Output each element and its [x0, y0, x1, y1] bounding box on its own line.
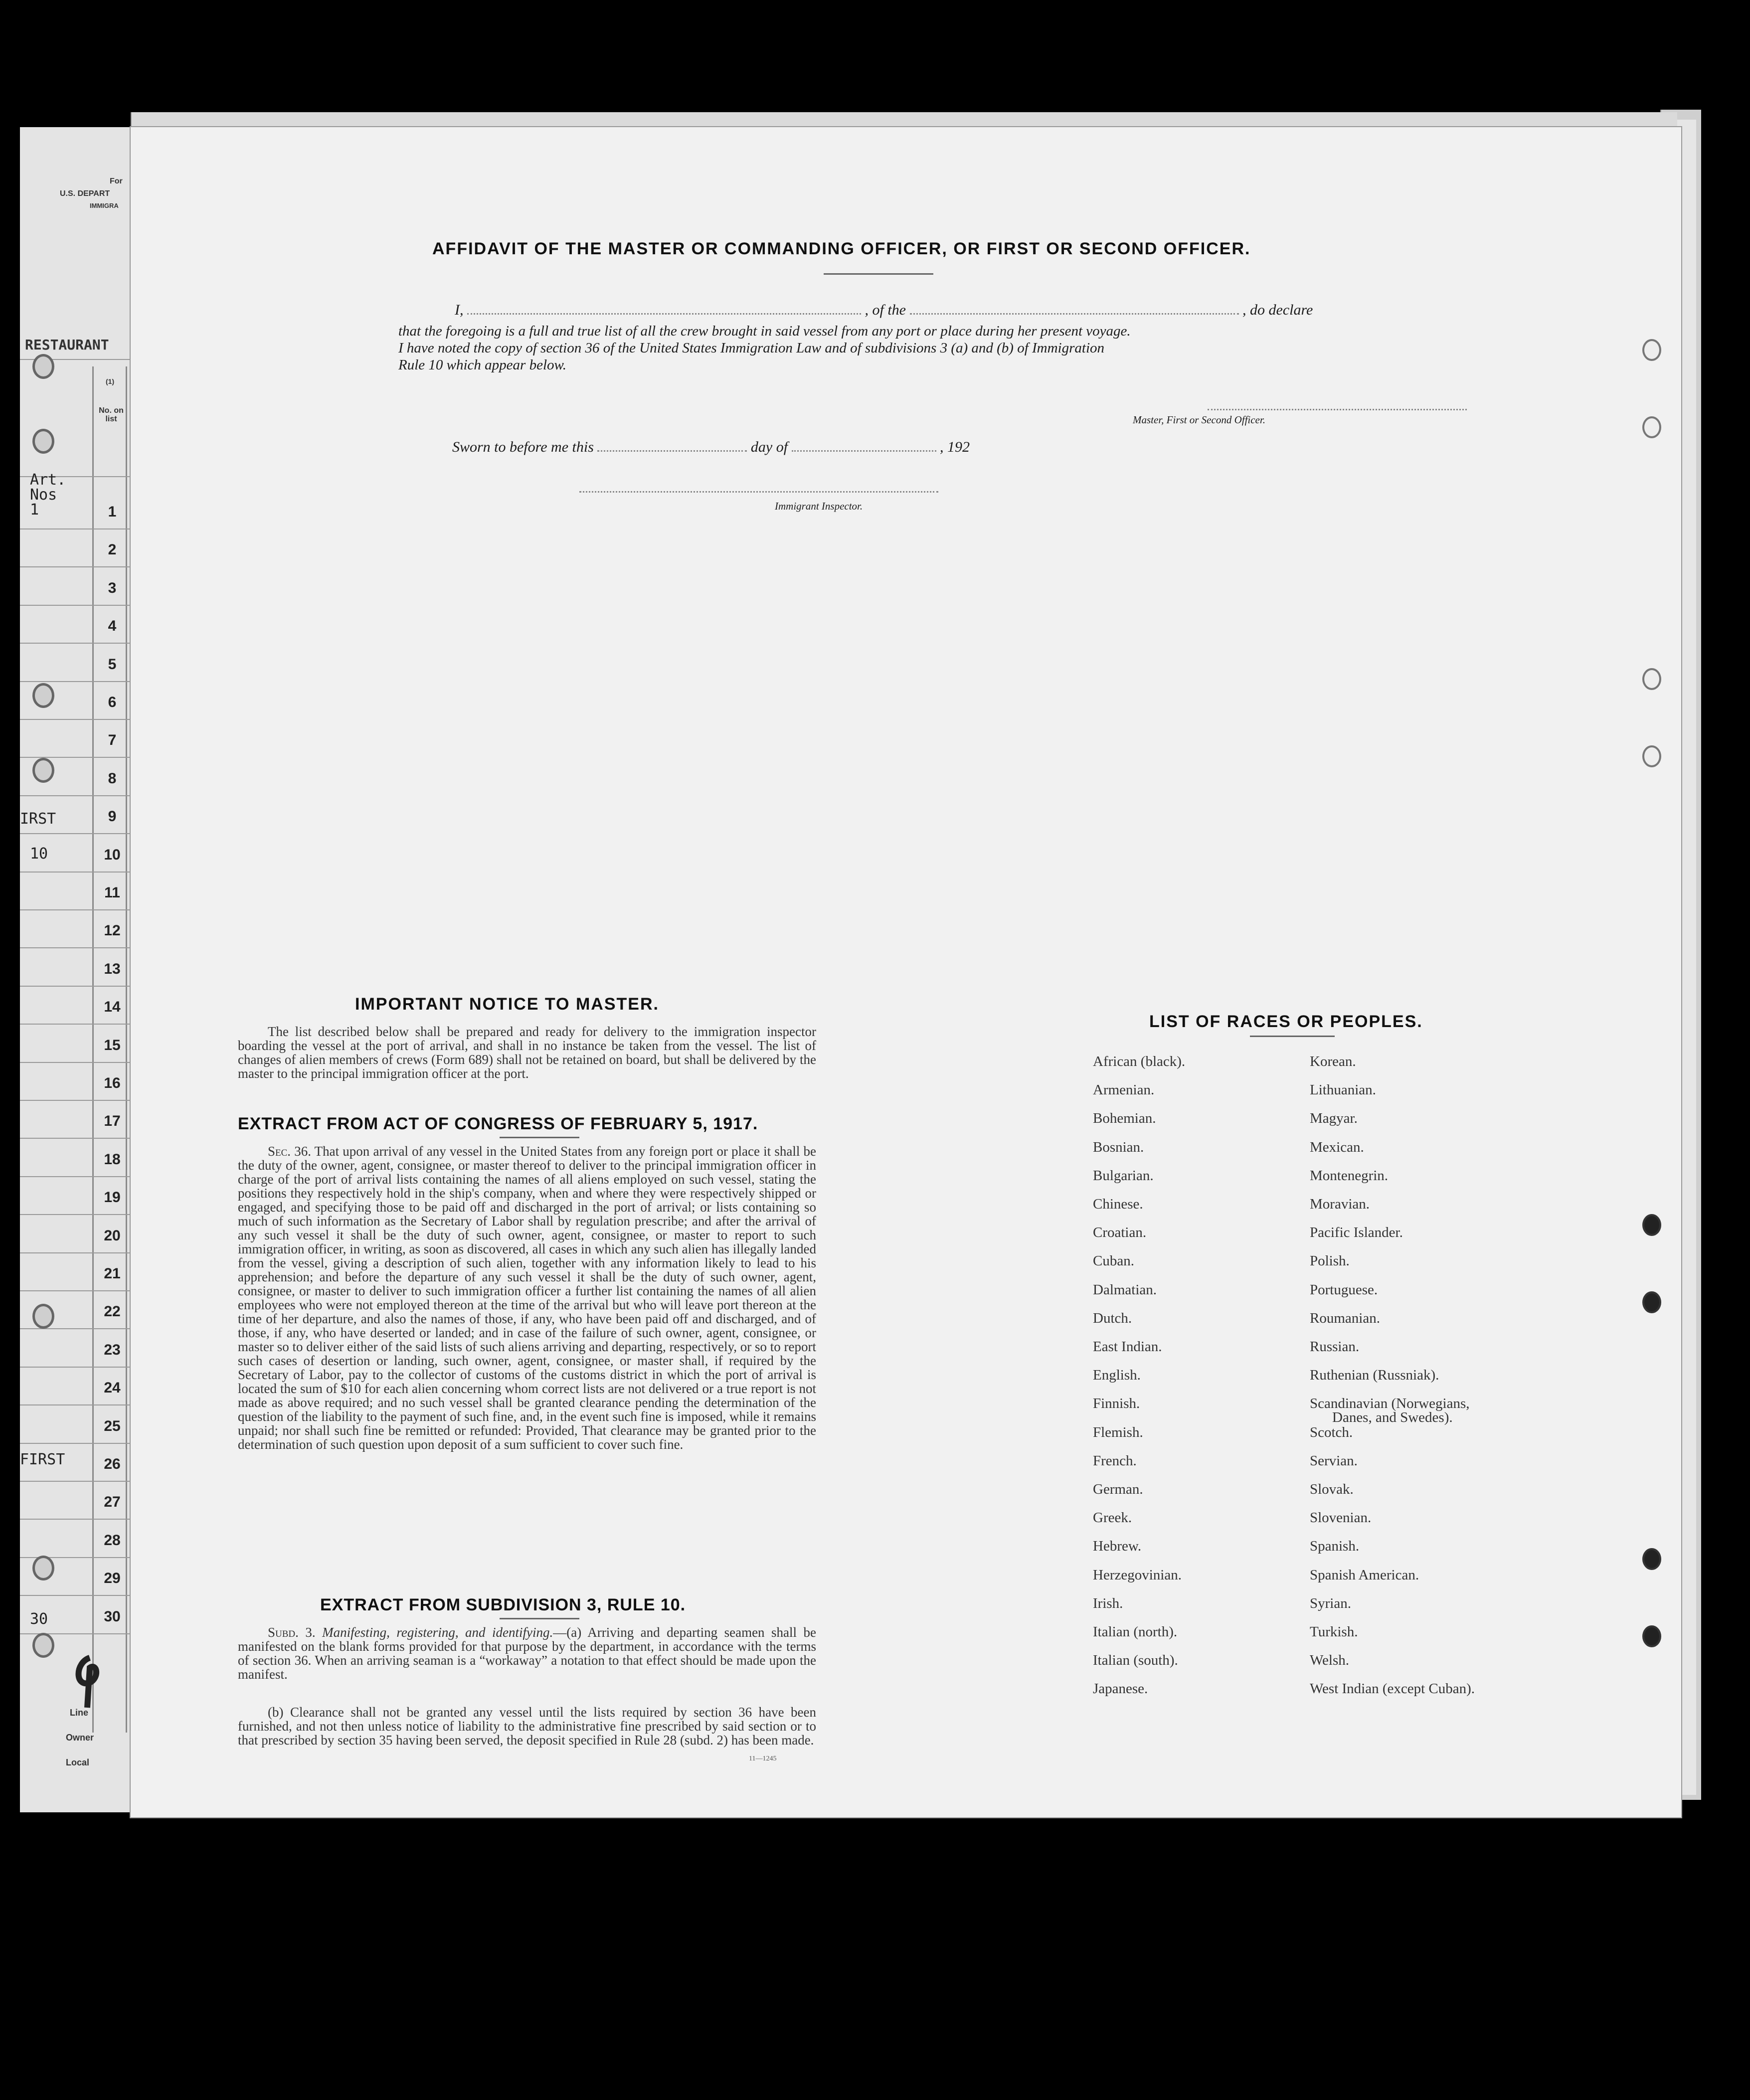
row-number: 12 — [104, 922, 121, 939]
race-item: Portuguese. — [1310, 1281, 1378, 1298]
side-note: Nos — [30, 486, 57, 504]
of-the-label: , of the — [865, 302, 906, 318]
row-number: 1 — [108, 504, 117, 520]
declaration-line-3: I have noted the copy of section 36 of the United States Immigration Law and of subdivisions 3 (a) and (b) of Immigration — [398, 340, 1105, 356]
side-note: 30 — [30, 1610, 48, 1628]
row-number: 13 — [104, 960, 121, 977]
race-item: Roumanian. — [1310, 1310, 1380, 1326]
binder-hole — [32, 1556, 54, 1580]
binder-hole — [1642, 1625, 1661, 1647]
footer-label: Owner — [66, 1733, 94, 1743]
extract-rule-rule — [500, 1618, 579, 1619]
race-item: Bulgarian. — [1093, 1167, 1154, 1184]
footer-label: Local — [66, 1757, 90, 1767]
do-declare-label: , do declare — [1242, 302, 1313, 318]
row-rule — [20, 1138, 130, 1139]
binder-hole — [32, 354, 54, 379]
race-item: Flemish. — [1093, 1424, 1143, 1440]
declaration-line-1 — [455, 302, 1492, 319]
binder-hole — [32, 1633, 54, 1658]
row-rule — [20, 1481, 130, 1482]
race-item: Dalmatian. — [1093, 1281, 1157, 1298]
race-item: Servian. — [1310, 1452, 1358, 1469]
row-number: 11 — [104, 884, 120, 901]
binder-hole — [1642, 1214, 1661, 1236]
race-item: English. — [1093, 1367, 1141, 1384]
sworn-line — [452, 439, 970, 456]
subdivision-a-text: —(a) Arriving and departing seamen shall be manifested on the blank forms provided for that purpose by the department, in accordance with the terms of section 36. When an arriving seaman is a “workaway” a notation to that effect should be made upon the manifest. — [238, 1625, 816, 1682]
race-item: Dutch. — [1093, 1310, 1132, 1326]
row-rule — [20, 1519, 130, 1520]
race-item: Lithuanian. — [1310, 1082, 1376, 1098]
underlying-manifest-strip — [20, 127, 131, 1812]
row-rule — [20, 1214, 130, 1215]
side-note: FIRST — [20, 1451, 65, 1468]
race-item: Herzegovinian. — [1093, 1567, 1182, 1583]
form-line: For — [110, 177, 123, 185]
sworn-month-field[interactable] — [792, 440, 936, 452]
race-item: West Indian (except Cuban). — [1310, 1681, 1475, 1697]
row-rule — [20, 986, 130, 987]
race-item: Armenian. — [1093, 1082, 1155, 1098]
row-rule — [20, 872, 130, 873]
row-rule — [20, 1404, 130, 1405]
row-number: 19 — [104, 1189, 121, 1206]
row-number: 4 — [108, 618, 117, 635]
row-number: 28 — [104, 1532, 121, 1549]
sworn-day-field[interactable] — [597, 440, 747, 452]
binder-hole — [1642, 668, 1661, 690]
race-item: Spanish. — [1310, 1538, 1360, 1555]
master-signature-line[interactable] — [1208, 409, 1467, 410]
form-line: U.S. DEPART — [60, 189, 110, 198]
declarant-name-field[interactable] — [467, 303, 861, 315]
row-number: 9 — [108, 808, 117, 825]
race-item: Welsh. — [1310, 1652, 1350, 1669]
row-number: 25 — [104, 1417, 121, 1434]
side-note: 10 — [30, 845, 48, 863]
row-rule — [20, 605, 130, 606]
race-item: Mexican. — [1310, 1139, 1364, 1155]
vessel-name-field[interactable] — [910, 303, 1239, 315]
row-number: 17 — [104, 1113, 121, 1130]
row-rule — [20, 1100, 130, 1101]
section-label: Sec. 36. — [268, 1144, 311, 1159]
row-number: 14 — [104, 999, 121, 1016]
binder-hole — [1642, 339, 1661, 361]
row-number: 3 — [108, 579, 117, 596]
binder-hole — [32, 683, 54, 708]
row-rule — [20, 1062, 130, 1063]
races-title-rule — [1250, 1036, 1335, 1037]
races-title: LIST OF RACES OR PEOPLES. — [1149, 1012, 1423, 1031]
race-item: Slovak. — [1310, 1481, 1354, 1497]
extract-act-body — [238, 1144, 816, 1451]
race-item: Magyar. — [1310, 1110, 1358, 1127]
race-item: Croatian. — [1093, 1225, 1147, 1241]
race-item: East Indian. — [1093, 1339, 1162, 1355]
side-note: 1 — [30, 501, 39, 519]
extract-rule-title: EXTRACT FROM SUBDIVISION 3, RULE 10. — [320, 1595, 686, 1614]
row-number: 18 — [104, 1151, 121, 1168]
row-rule — [20, 1252, 130, 1253]
race-item: Spanish American. — [1310, 1567, 1419, 1583]
race-item: Scotch. — [1310, 1424, 1353, 1440]
extract-act-title: EXTRACT FROM ACT OF CONGRESS OF FEBRUARY 5, 1917. — [238, 1114, 758, 1133]
declarant-label: I, — [455, 302, 464, 318]
row-rule — [20, 681, 130, 682]
side-note: Art. — [30, 471, 66, 489]
race-item: Japanese. — [1093, 1681, 1148, 1697]
race-item: Russian. — [1310, 1339, 1360, 1355]
race-item: Bosnian. — [1093, 1139, 1144, 1155]
binder-hole — [1642, 1548, 1661, 1570]
row-rule — [20, 1443, 130, 1444]
race-item: Slovenian. — [1310, 1510, 1372, 1526]
row-number: 24 — [104, 1380, 121, 1397]
row-number: 10 — [104, 846, 121, 863]
row-number: 23 — [104, 1341, 121, 1358]
binder-hole — [1642, 1291, 1661, 1313]
row-rule — [20, 1290, 130, 1291]
footer-label: Line — [70, 1708, 89, 1718]
subdivision-heading: Manifesting, registering, and identifying. — [322, 1625, 553, 1640]
race-item: Korean. — [1310, 1053, 1356, 1069]
race-item: Chinese. — [1093, 1196, 1143, 1212]
extract-rule-para-a — [238, 1625, 816, 1681]
race-item: Montenegrin. — [1310, 1167, 1389, 1184]
sworn-label: Sworn to before me this — [452, 439, 594, 455]
row-rule — [20, 719, 130, 720]
form-code: 11—1245 — [749, 1755, 777, 1762]
inspector-signature-caption: Immigrant Inspector. — [775, 500, 863, 512]
row-number: 15 — [104, 1037, 121, 1053]
row-number: 5 — [108, 656, 117, 673]
row-rule — [20, 1024, 130, 1025]
form-line: IMMIGRA — [90, 202, 119, 209]
extract-act-rule — [500, 1137, 579, 1138]
race-item: African (black). — [1093, 1053, 1186, 1069]
row-rule — [20, 947, 130, 948]
row-number: 16 — [104, 1075, 121, 1091]
row-number: 26 — [104, 1456, 121, 1472]
row-number: 20 — [104, 1227, 121, 1244]
row-rule — [20, 909, 130, 910]
master-signature-caption: Master, First or Second Officer. — [1133, 414, 1265, 426]
race-item: Greek. — [1093, 1510, 1132, 1526]
declaration-line-2: that the foregoing is a full and true list of all the crew brought in said vessel from any port or place during her present voyage. — [398, 323, 1131, 339]
row-number: 22 — [104, 1303, 121, 1320]
affidavit-page — [131, 127, 1681, 1817]
title-rule — [824, 273, 933, 275]
binder-hole — [32, 429, 54, 454]
row-rule — [20, 1595, 130, 1596]
column-label: No. on list — [99, 406, 124, 423]
row-rule — [20, 757, 130, 758]
race-item: French. — [1093, 1452, 1137, 1469]
race-item: Turkish. — [1310, 1624, 1358, 1640]
row-number: 7 — [108, 732, 117, 749]
row-number: 8 — [108, 770, 117, 787]
year-label: , 192 — [940, 439, 970, 455]
notice-title: IMPORTANT NOTICE TO MASTER. — [355, 995, 659, 1014]
row-rule — [20, 795, 130, 796]
race-item: Hebrew. — [1093, 1538, 1142, 1555]
day-of-label: day of — [750, 439, 788, 455]
row-rule — [20, 566, 130, 567]
affidavit-title: AFFIDAVIT OF THE MASTER OR COMMANDING OFFICER, OR FIRST OR SECOND OFFICER. — [432, 239, 1251, 258]
declaration-line-4: Rule 10 which appear below. — [398, 357, 566, 373]
race-item: Pacific Islander. — [1310, 1225, 1403, 1241]
race-item: Italian (north). — [1093, 1624, 1178, 1640]
race-item: Polish. — [1310, 1253, 1350, 1269]
row-rule — [20, 1328, 130, 1329]
row-number: 30 — [104, 1608, 121, 1625]
race-item: Italian (south). — [1093, 1652, 1178, 1669]
restaurant-label: RESTAURANT — [25, 337, 109, 353]
row-number: 6 — [108, 694, 117, 710]
row-rule — [20, 833, 130, 834]
race-item-continuation: Danes, and Swedes). — [1332, 1409, 1453, 1426]
race-item: Irish. — [1093, 1595, 1123, 1611]
row-number: 2 — [108, 541, 117, 558]
row-number: 27 — [104, 1494, 121, 1511]
race-item: Ruthenian (Russniak). — [1310, 1367, 1439, 1384]
binder-hole — [1642, 416, 1661, 438]
row-rule — [20, 1367, 130, 1368]
section-36-text: That upon arrival of any vessel in the United States from any foreign port or place it shall be the duty of the owner, agent, consignee, or master thereof to deliver to the principal immigration officer in charge of the port of arrival lists containing the names of all aliens employed on such vessel, stating the positions they respectively hold in the ship's company, when and where they were respectively shipped or engaged, and specifying those to be paid off and discharged in the port of arrival; or lists containing so much of such information as the Secretary of Labor shall by regulation prescribe; and after the arrival of any such vessel it shall be the duty of such owner, agent, consignee, or master to report to such immigration officer, in writing, as soon as discovered, all cases in which any such alien has illegally landed from the vessel, giving a description of such alien, together with any information likely to lead to his apprehension; and before the departure of any such vessel it shall be the duty of such owner, agent, consignee, or master to deliver to such immigration officer a further list containing the names of all alien employees who were not employed thereon at the time of the arrival but who will leave port thereon at the time of her departure, and also the names of those, if any, who have been paid off and discharged, and of those, if any, who have deserted or landed; and in case of the failure of such owner, agent, consignee, or master so to deliver either of the said lists of such aliens arriving and departing, respectively, or so to report such cases of desertion or landing, such owner, agent, consignee, or master shall, if required by the Secretary of Labor, pay to the collector of customs of the customs district in which the port of arrival is located the sum of $10 for each alien concerning whom correct lists are not delivered or a true report is not made as above required; and no such vessel shall be granted clearance pending the determination of the question of the liability to the payment of such fine, and, in the event such fine is imposed, while it remains unpaid; nor shall such fine be remitted or refunded: Provided, That clearance may be granted prior to the determination of such question upon deposit of a sum sufficient to cover such fine. — [238, 1144, 816, 1452]
row-rule — [20, 528, 130, 529]
side-note: IRST — [20, 810, 56, 828]
row-rule — [20, 1633, 130, 1634]
subdivision-label: Subd. 3. — [268, 1625, 316, 1640]
race-item: Cuban. — [1093, 1253, 1134, 1269]
column-number: (1) — [106, 377, 115, 385]
binder-hole — [32, 758, 54, 783]
race-item: German. — [1093, 1481, 1143, 1497]
row-number: 21 — [104, 1265, 121, 1282]
binder-hole — [32, 1304, 54, 1329]
column-rule — [92, 366, 94, 1733]
extract-rule-para-b: (b) Clearance shall not be granted any vessel until the lists required by section 36 have been furnished, and not then unless notice of liability to the administrative fine prescribed by said section or to that prescribed by section 35 having been served, the deposit specified in Rule 28 (subd. 2) has been made. — [238, 1705, 816, 1748]
notice-body: The list described below shall be prepared and ready for delivery to the immigration inspector boarding the vessel at the port of arrival, and shall in no instance be taken from the vessel. The list of changes of alien members of crews (Form 689) shall not be retained on board, but shall be delivered by the master to the principal immigration officer at the port. — [238, 1024, 816, 1081]
race-item: Finnish. — [1093, 1396, 1140, 1412]
row-rule — [20, 1176, 130, 1177]
race-item: Syrian. — [1310, 1595, 1351, 1611]
race-item: Scandinavian (Norwegians, — [1310, 1396, 1470, 1412]
race-item: Bohemian. — [1093, 1110, 1156, 1127]
binder-hole — [1642, 745, 1661, 767]
race-item: Moravian. — [1310, 1196, 1370, 1212]
inspector-signature-line[interactable] — [579, 491, 938, 493]
row-rule — [20, 643, 130, 644]
row-number: 29 — [104, 1570, 121, 1587]
